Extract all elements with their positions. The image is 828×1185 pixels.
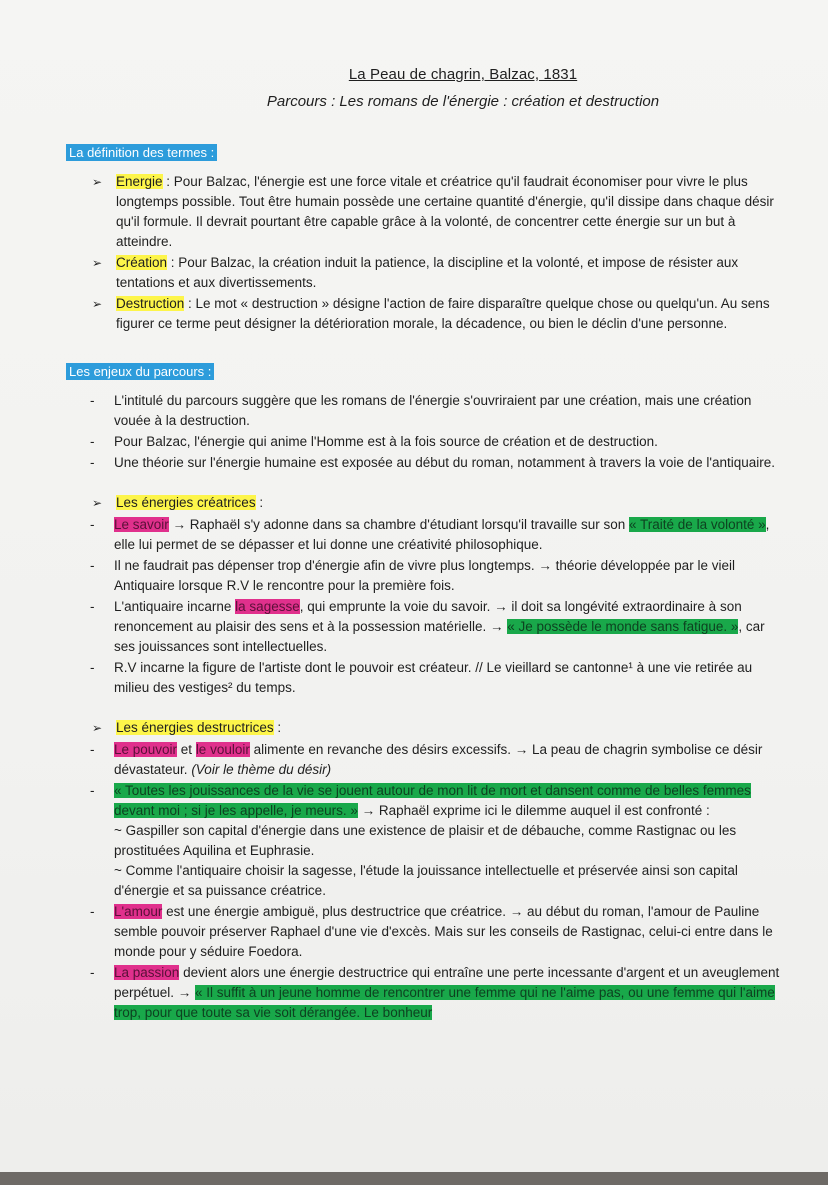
colon: : [273,720,282,735]
definition-item [92,253,780,293]
pink-highlight: Le pouvoir [114,742,178,757]
list-item [90,781,780,901]
pink-highlight: La passion [114,965,180,980]
definition-item [92,172,780,252]
term-highlight: Energie [116,174,163,189]
section-heading-stakes: Les enjeux du parcours : [66,363,214,380]
green-highlight: « Traité de la volonté » [629,517,766,532]
text: L'antiquaire incarne [114,599,236,614]
list-item [90,597,780,657]
list-item: - R.V incarne la figure de l'artiste dont le pouvoir est créateur. // Le vieillard se cantonne¹ à une vie retirée au milieu des vestiges² du temps. [90,658,780,698]
green-highlight: « Toutes les jouissances de la vie se jouent autour de mon lit de mort et dansent comme de belles femmes devant moi ; si je les appelle, je meurs. » [114,783,751,818]
document-title: La Peau de chagrin, Balzac, 1831 [348,66,578,83]
definition-text: : Pour Balzac, la création induit la patience, la discipline et la volonté, et impose de résister aux tentations et aux divertissements. [116,255,739,290]
definition-item [92,294,780,334]
subheading-creative-energies [66,493,780,513]
list-item: - L'intitulé du parcours suggère que les romans de l'énergie s'ouvriraient par une création, mais une création vouée à la destruction. [90,391,780,431]
text: alimente en revanche des désirs excessifs. → La peau de chagrin symbolise ce désir dévastateur. [114,742,763,777]
term-highlight: Destruction [116,296,185,311]
document-subtitle: Parcours : Les romans de l'énergie : création et destruction [266,93,660,110]
text: devient alors une énergie destructrice qui entraîne une perte incessante d'argent et un aveuglement perpétuel. → [114,965,780,1000]
text: , elle lui permet de se dépasser et lui donne une créativité philosophique. [114,517,770,552]
list-item [90,902,780,962]
section-heading-definitions: La définition des termes : [66,144,217,161]
italic-note: (Voir le thème du désir) [191,762,332,777]
list-item [90,515,780,555]
creative-list [66,515,780,698]
text: ~ Gaspiller son capital d'énergie dans une existence de plaisir et de débauche, comme Rastignac ou les prostituées Aquilina et Euphrasie. [114,823,737,858]
list-item [90,963,780,1023]
text: , qui emprunte la voie du savoir. → il doit sa longévité extraordinaire à son renoncement au plaisir des sens et à la possession matérielle. → [114,599,742,634]
pink-highlight: Le savoir [114,517,169,532]
list-item: - Il ne faudrait pas dépenser trop d'énergie afin de vivre plus longtemps. → théorie développée par le vieil Antiquaire lorsque R.V le rencontre pour la première fois. [90,556,780,596]
term-highlight: Création [116,255,168,270]
text: → Raphaël exprime ici le dilemme auquel il est confronté : [357,803,710,818]
definition-text: : Le mot « destruction » désigne l'action de faire disparaître quelque chose ou quelqu'un. Au sens figurer ce terme peut désigner la détérioration morale, la décadence, ou bien le déclin d'une personne. [116,296,770,331]
text: est une énergie ambiguë, plus destructrice que créatrice. → au début du roman, l'amour de Pauline semble pouvoir préserver Raphael d'une vie d'excès. Mais sur les conseils de Rastignac, celui-ci entre dans le monde pour y séduire Foedora. [114,904,773,959]
subheading-highlight: Les énergies créatrices [116,495,256,510]
subheading-destructive-energies [66,718,780,738]
text: → Raphaël s'y adonne dans sa chambre d'étudiant lorsqu'il travaille sur son [168,517,630,532]
list-item: - Une théorie sur l'énergie humaine est exposée au début du roman, notamment à travers la voie de l'antiquaire. [90,453,780,473]
definitions-list [66,172,780,334]
stakes-list [66,391,780,473]
list-item [90,740,780,780]
destructive-list [66,740,780,1023]
list-item: - Pour Balzac, l'énergie qui anime l'Homme est à la fois source de création et de destruction. [90,432,780,452]
green-highlight: « Je possède le monde sans fatigue. » [507,619,739,634]
pink-highlight: L'amour [114,904,163,919]
subheading-highlight: Les énergies destructrices [116,720,274,735]
colon: : [255,495,264,510]
text: , car ses jouissances sont intellectuelles. [114,619,765,654]
pink-highlight: le vouloir [195,742,250,757]
green-highlight: « Il suffit à un jeune homme de rencontrer une femme qui ne l'aime pas, ou une femme qui l'aime trop, pour que toute sa vie soit dérangée. Le bonheur [114,985,775,1020]
pink-highlight: la sagesse [235,599,300,614]
definition-text: : Pour Balzac, l'énergie est une force vitale et créatrice qu'il faudrait économiser pour vivre le plus longtemps possible. Tout être humain possède une certaine quantité d'énergie, qu'il dissipe dans chaque désir qu'il formule. Il devrait pourtant être capable grâce à la volonté, de concentrer cette énergie sur un but à atteindre. [116,174,774,249]
text: ~ Comme l'antiquaire choisir la sagesse, l'étude la jouissance intellectuelle et préservée ainsi son capital d'énergie et sa puissance créatrice. [114,863,738,898]
text: et [177,742,196,757]
